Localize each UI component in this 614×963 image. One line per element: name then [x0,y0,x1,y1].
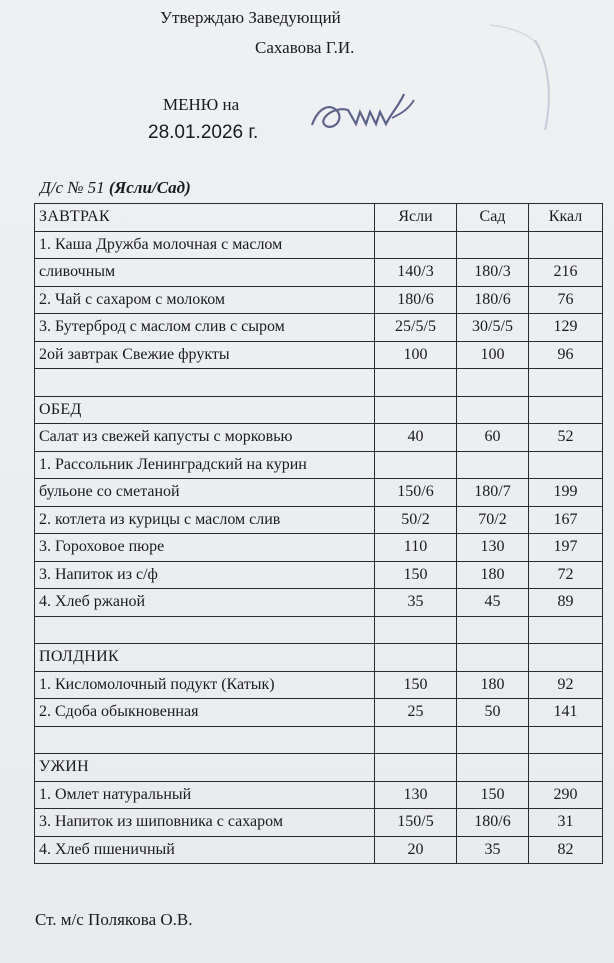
nursery-portion [375,451,457,479]
nursery-portion: 150 [375,561,457,589]
kindergarten-portion: 100 [457,341,529,369]
nursery-portion: 150 [375,671,457,699]
dish-name: 2ой завтрак Свежие фрукты [35,341,375,369]
dish-name: 1. Кисломолочный подукт (Катык) [35,671,375,699]
kcal-value [529,754,603,782]
table-row [35,506,603,534]
nursery-portion [375,369,457,397]
kcal-value [529,644,603,672]
dish-name: сливочным [35,259,375,287]
nursery-portion [375,231,457,259]
kcal-value [529,451,603,479]
nursery-portion: 100 [375,341,457,369]
kcal-value: 92 [529,671,603,699]
dish-name: Салат из свежей капусты с морковью [35,424,375,452]
kcal-value: 89 [529,589,603,617]
dish-name [35,369,375,397]
dish-name: 4. Хлеб ржаной [35,589,375,617]
facility-label [40,178,191,198]
nursery-portion: 130 [375,781,457,809]
dish-name: 2. котлета из курицы с маслом слив [35,506,375,534]
table-row [35,726,603,754]
section-title: ПОЛДНИК [35,644,375,672]
kindergarten-portion [457,644,529,672]
nursery-portion: 50/2 [375,506,457,534]
nursery-portion: 25/5/5 [375,314,457,342]
dish-name: 3. Напиток из шиповника с сахаром [35,809,375,837]
section-row [35,204,603,232]
kcal-value [529,369,603,397]
table-row [35,589,603,617]
section-title: ЗАВТРАК [35,204,375,232]
kindergarten-portion: 180 [457,671,529,699]
dish-name: 4. Хлеб пшеничный [35,836,375,864]
section-title: УЖИН [35,754,375,782]
kindergarten-portion [457,451,529,479]
nursery-portion: 140/3 [375,259,457,287]
nursery-portion [375,726,457,754]
table-row [35,616,603,644]
table-row [35,479,603,507]
kindergarten-portion [457,754,529,782]
kcal-value: 31 [529,809,603,837]
kcal-value: 96 [529,341,603,369]
kcal-value [529,231,603,259]
dish-name [35,616,375,644]
nursery-portion: 180/6 [375,286,457,314]
dish-name: 1. Каша Дружба молочная с маслом [35,231,375,259]
table-row [35,561,603,589]
dish-name: 1. Рассольник Ленинградский на курин [35,451,375,479]
approval-line: Утверждаю Заведующий [160,8,341,27]
column-header: Ккал [529,204,603,232]
kindergarten-portion [457,231,529,259]
dish-name: 2. Сдоба обыкновенная [35,699,375,727]
dish-name: 2. Чай с сахаром с молоком [35,286,375,314]
kindergarten-portion [457,396,529,424]
kcal-value: 290 [529,781,603,809]
stamp-signature-image [300,20,555,160]
nursery-portion [375,396,457,424]
nursery-portion: 35 [375,589,457,617]
table-row [35,231,603,259]
table-row [35,809,603,837]
kcal-value: 82 [529,836,603,864]
nursery-portion: 150/6 [375,479,457,507]
table-row [35,534,603,562]
table-row [35,341,603,369]
nursery-portion: 150/5 [375,809,457,837]
kindergarten-portion [457,369,529,397]
kindergarten-portion: 180/7 [457,479,529,507]
nurse-signature-line: Ст. м/с Полякова О.В. [35,910,193,929]
kindergarten-portion [457,616,529,644]
table-row [35,286,603,314]
nursery-portion: 20 [375,836,457,864]
dish-name: бульоне со сметаной [35,479,375,507]
table-row [35,424,603,452]
kcal-value: 76 [529,286,603,314]
nursery-portion [375,616,457,644]
section-title: ОБЕД [35,396,375,424]
table-row [35,369,603,397]
table-row [35,699,603,727]
section-row [35,644,603,672]
menu-table [34,203,603,864]
kindergarten-portion: 30/5/5 [457,314,529,342]
menu-title: МЕНЮ на [163,95,240,114]
approver-name: Сахавова Г.И. [255,38,355,57]
kindergarten-portion: 180/6 [457,809,529,837]
kcal-value [529,396,603,424]
table-row [35,836,603,864]
kcal-value: 199 [529,479,603,507]
nursery-portion: 25 [375,699,457,727]
kcal-value: 167 [529,506,603,534]
column-header: Сад [457,204,529,232]
dish-name: 3. Гороховое пюре [35,534,375,562]
kindergarten-portion: 180/6 [457,286,529,314]
kindergarten-portion: 180/3 [457,259,529,287]
kindergarten-portion: 130 [457,534,529,562]
kcal-value: 129 [529,314,603,342]
column-header: Ясли [375,204,457,232]
section-row [35,396,603,424]
kcal-value: 141 [529,699,603,727]
table-row [35,314,603,342]
section-row [35,754,603,782]
nursery-portion [375,754,457,782]
table-row [35,259,603,287]
kcal-value [529,616,603,644]
kindergarten-portion [457,726,529,754]
dish-name [35,726,375,754]
nursery-portion [375,644,457,672]
kcal-value: 197 [529,534,603,562]
table-row [35,671,603,699]
kcal-value [529,726,603,754]
nursery-portion: 40 [375,424,457,452]
kcal-value: 72 [529,561,603,589]
kindergarten-portion: 150 [457,781,529,809]
kcal-value: 216 [529,259,603,287]
menu-table-body [35,204,603,864]
kindergarten-portion: 35 [457,836,529,864]
table-row [35,451,603,479]
kindergarten-portion: 45 [457,589,529,617]
kcal-value: 52 [529,424,603,452]
table-row [35,781,603,809]
dish-name: 3. Бутерброд с маслом слив с сыром [35,314,375,342]
kindergarten-portion: 180 [457,561,529,589]
kindergarten-portion: 70/2 [457,506,529,534]
kindergarten-portion: 60 [457,424,529,452]
menu-date: 28.01.2026 г. [148,122,259,143]
dish-name: 1. Омлет натуральный [35,781,375,809]
kindergarten-portion: 50 [457,699,529,727]
nursery-portion: 110 [375,534,457,562]
facility-type: (Ясли/Сад) [108,178,191,197]
facility-number: Д/с № 51 [40,178,105,197]
dish-name: 3. Напиток из с/ф [35,561,375,589]
